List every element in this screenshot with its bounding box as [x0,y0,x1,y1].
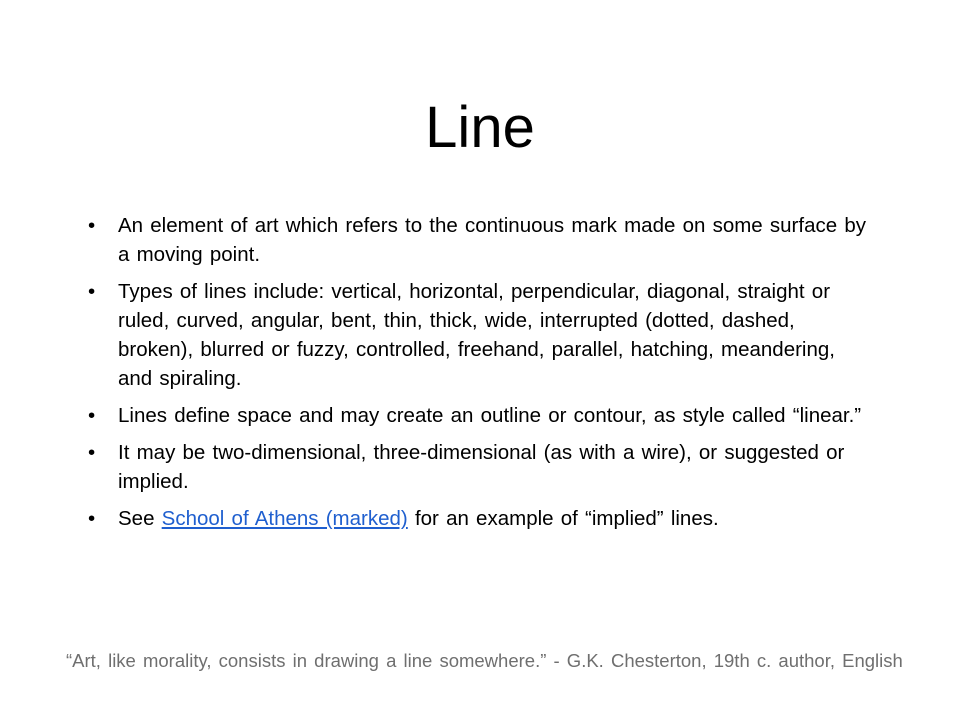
school-of-athens-link[interactable]: School of Athens (marked) [161,507,408,530]
bullet-icon: • [88,507,96,530]
bullet-icon: • [88,441,96,464]
bullet-text: An element of art which refers to the continuous mark made on some surface by a moving point. [118,214,866,266]
bullet-text: It may be two-dimensional, three-dimensional (as with a wire), or suggested or implied. [118,441,845,493]
bullet-item [88,438,868,496]
footer-quote: “Art, like morality, consists in drawing a line somewhere.” - G.K. Chesterton, 19th c. author, English [66,650,903,671]
bullet-icon: • [88,404,96,427]
bullet-text: Lines define space and may create an outline or contour, as style called “linear.” [118,404,862,427]
bullet-icon: • [88,214,96,237]
bullet-item [88,504,868,533]
bullet-list [88,211,868,541]
bullet-item [88,211,868,269]
bullet-text-suffix: for an example of “implied” lines. [407,507,719,530]
bullet-text: Types of lines include: vertical, horizontal, perpendicular, diagonal, straight or ruled, curved, angular, bent, thin, thick, wide, interrupted (dotted, dashed, broken), blurred or fuzzy, controlled, freehand, parallel, hatching, meandering, and spiraling. [118,280,835,390]
bullet-icon: • [88,280,96,303]
bullet-item [88,277,868,393]
bullet-text-prefix: See [118,507,162,530]
slide-title: Line [425,95,535,160]
bullet-item [88,401,868,430]
